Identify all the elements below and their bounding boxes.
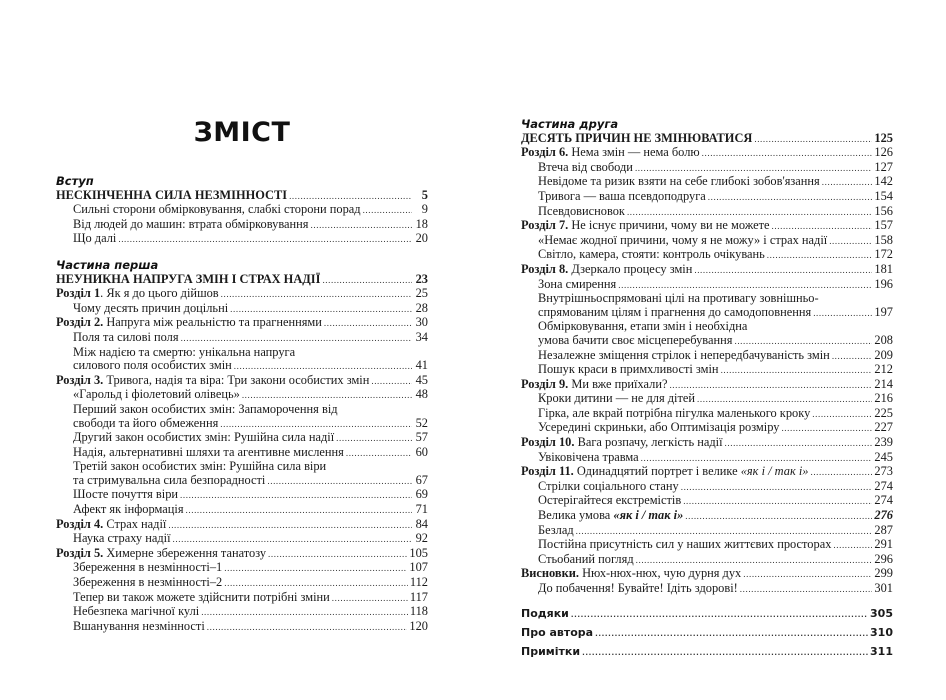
toc-entry[interactable]: Стьобаний погляд ..... 296 — [521, 553, 893, 568]
page-number: 225 — [874, 405, 893, 420]
page-number: 112 — [409, 575, 428, 590]
toc-entry-multiline[interactable]: Внутрішньоспрямовані цілі на противагу зовнішньо- спрямованим цілям і прагнення до самодоповнення ..... 197 — [521, 292, 893, 320]
part-heading-part-one: Частина перша — [56, 257, 159, 272]
chapter-label: Розділ 11. — [521, 464, 574, 479]
toc-entry[interactable]: Збереження в незмінності–2 ..... 112 — [56, 576, 428, 591]
page-number: 273 — [874, 464, 893, 479]
page-number: 57 — [415, 430, 428, 445]
toc-entry[interactable]: Безлад ..... 287 — [521, 524, 893, 539]
toc-entry[interactable]: Тепер ви також можете здійснити потрібні зміни ..... 117 — [56, 591, 428, 606]
page-number: 158 — [874, 232, 893, 247]
page-number: 227 — [874, 420, 893, 435]
toc-entry-notes[interactable]: Примітки ..... 311 — [521, 643, 893, 662]
toc-entry[interactable]: Псевдовисновок ..... 156 — [521, 205, 893, 220]
page-number: 287 — [874, 522, 893, 537]
page-number: 197 — [874, 304, 893, 319]
page-number: 60 — [415, 444, 428, 459]
toc-entry-acknowledgements[interactable]: Подяки ..... 305 — [521, 605, 893, 624]
page-number: 274 — [874, 493, 893, 508]
toc-entry-part-title[interactable]: НЕСКІНЧЕННА СИЛА НЕЗМІННОСТІ ..... 5 — [56, 189, 428, 204]
page-number: 154 — [874, 188, 893, 203]
toc-entry-chapter[interactable]: Розділ 4. Страх надії ..... 84 — [56, 518, 428, 533]
page-number: 245 — [874, 449, 893, 464]
page-number: 71 — [415, 502, 428, 517]
toc-entry[interactable]: Тривога — ваша псевдоподруга ..... 154 — [521, 190, 893, 205]
chapter-label: Розділ 3. — [56, 372, 104, 387]
toc-entry[interactable]: Кроки дитини — не для дітей ..... 216 — [521, 392, 893, 407]
page-number: 52 — [415, 415, 428, 430]
toc-entry-part-title[interactable]: НЕУНИКНА НАПРУГА ЗМІН І СТРАХ НАДІЇ ..... 23 — [56, 273, 428, 288]
page-number: 291 — [874, 537, 893, 552]
page-number: 25 — [415, 286, 428, 301]
page-number: 5 — [421, 187, 428, 202]
page-number: 239 — [874, 435, 893, 450]
page-number: 84 — [415, 516, 428, 531]
page-number: 296 — [874, 551, 893, 566]
chapter-label: Розділ 10. — [521, 435, 575, 450]
page-number: 67 — [415, 472, 428, 487]
page-number: 118 — [409, 604, 428, 619]
part-heading-part-two: Частина друга — [521, 117, 619, 131]
page-number: 214 — [874, 376, 893, 391]
toc-entry-chapter[interactable]: Розділ 9. Ми вже приїхали? ..... 214 — [521, 378, 893, 393]
toc-entry[interactable]: Зона смирення ..... 196 — [521, 278, 893, 293]
page-number: 156 — [874, 203, 893, 218]
toc-entry[interactable]: «Гарольд і фіолетовий олівець» ..... 48 — [56, 388, 428, 403]
page-number: 274 — [874, 478, 893, 493]
page-number: 311 — [870, 644, 893, 658]
page-title: ЗМІСТ — [193, 117, 291, 148]
page-number: 45 — [415, 372, 428, 387]
toc-entry[interactable]: Наука страху надії ..... 92 — [56, 532, 428, 547]
toc-entry-chapter[interactable]: Розділ 11. Одинадцятий портрет і велике «як і / так і» ..... 273 — [521, 465, 893, 480]
toc-entry[interactable]: Чому десять причин доцільні ..... 28 — [56, 302, 428, 317]
page-number: 41 — [415, 358, 428, 373]
toc-entry[interactable]: До побачення! Бувайте! Ідіть здорові! ..... 301 — [521, 582, 893, 597]
toc-entry[interactable]: Вшанування незмінності ..... 120 — [56, 620, 428, 635]
toc-entry[interactable]: Втеча від свободи ..... 127 — [521, 161, 893, 176]
page-number: 69 — [415, 487, 428, 502]
toc-left-column — [56, 118, 428, 634]
page-number: 20 — [415, 231, 428, 246]
toc-entry-chapter[interactable]: Розділ 7. Не існує причини, чому ви не можете ..... 157 — [521, 219, 893, 234]
page-number: 107 — [409, 560, 428, 575]
toc-entry[interactable]: Небезпека магічної кулі ..... 118 — [56, 605, 428, 620]
toc-entry[interactable]: Увіковічена травма ..... 245 — [521, 451, 893, 466]
page-number: 157 — [874, 218, 893, 233]
toc-entry[interactable]: Другий закон особистих змін: Рушійна сила надії ..... 57 — [56, 431, 428, 446]
chapter-label: Розділ 1 — [56, 286, 101, 301]
page-number: 172 — [874, 247, 893, 262]
page-number: 23 — [415, 271, 428, 286]
page-number: 30 — [415, 315, 428, 330]
toc-entry-about-author[interactable]: Про автора ..... 310 — [521, 624, 893, 643]
page-number: 92 — [415, 531, 428, 546]
page-number: 301 — [874, 581, 893, 595]
toc-entry-chapter[interactable]: Розділ 10. Вага розпачу, легкість надії ..... 239 — [521, 436, 893, 451]
toc-entry-multiline[interactable]: Обмірковування, етапи змін і необхідна умова бачити своє місцеперебування ..... 208 — [521, 320, 893, 348]
page-number: 305 — [870, 606, 893, 620]
chapter-label: Розділ 2. — [56, 315, 104, 330]
toc-backmatter — [521, 605, 893, 662]
toc-entry[interactable]: Пошук краси в примхливості змін ..... 212 — [521, 363, 893, 378]
toc-entry[interactable]: Шосте почуття віри ..... 69 — [56, 488, 428, 503]
page-number: 9 — [421, 202, 428, 217]
toc-entry[interactable]: «Немає жодної причини, чому я не можу» і страх надії ..... 158 — [521, 234, 893, 249]
toc-right-column — [521, 118, 893, 662]
chapter-label: Розділ 9. — [521, 376, 569, 391]
page-number: 276 — [874, 508, 893, 523]
page-number: 126 — [874, 145, 893, 160]
chapter-label: Розділ 4. — [56, 516, 104, 531]
chapter-label: Висновки. — [521, 566, 579, 581]
toc-entry-chapter[interactable]: Розділ 3. Тривога, надія та віра: Три закони особистих змін ..... 45 — [56, 374, 428, 389]
toc-entry-chapter[interactable]: Розділ 8. Дзеркало процесу змін ..... 181 — [521, 263, 893, 278]
page-number: 18 — [415, 216, 428, 231]
toc-entry[interactable]: Збереження в незмінності–1 ..... 107 — [56, 561, 428, 576]
toc-entry[interactable]: Від людей до машин: втрата обмірковування ..... 18 — [56, 218, 428, 233]
toc-entry[interactable]: Усередині скриньки, або Оптимізація розміру ..... 227 — [521, 421, 893, 436]
toc-entry[interactable]: Стрілки соціального стану ..... 274 — [521, 480, 893, 495]
toc-entry-multiline[interactable]: Третій закон особистих змін: Рушійна сила віри та стримувальна сила безпорадності ..... 67 — [56, 460, 428, 488]
page-number: 127 — [874, 159, 893, 174]
toc-entry[interactable]: Світло, камера, стояти: контроль очікувань ..... 172 — [521, 248, 893, 263]
toc-entry[interactable]: Афект як інформація ..... 71 — [56, 503, 428, 518]
page-number: 105 — [409, 545, 428, 560]
toc-entry[interactable]: Надія, альтернативні шляхи та агентивне мислення ..... 60 — [56, 446, 428, 461]
page-number: 212 — [874, 362, 893, 377]
page-number: 299 — [874, 566, 893, 581]
page-number: 196 — [874, 276, 893, 291]
page-number: 142 — [874, 174, 893, 189]
page-number: 208 — [874, 332, 893, 347]
toc-entry-chapter[interactable]: Розділ 6. Нема змін — нема болю ..... 126 — [521, 146, 893, 161]
page-number: 216 — [874, 391, 893, 406]
toc-entry-part-title[interactable]: ДЕСЯТЬ ПРИЧИН НЕ ЗМІНЮВАТИСЯ ..... 125 — [521, 132, 893, 147]
toc-entry[interactable]: Велика умова «як і / так і» ..... 276 — [521, 509, 893, 524]
toc-entry-chapter[interactable]: Розділ 2. Напруга між реальністю та прагненнями ..... 30 — [56, 316, 428, 331]
page-number: 209 — [874, 347, 893, 362]
page-number: 117 — [409, 589, 428, 604]
toc-entry-chapter[interactable]: Розділ 5. Химерне збереження танатозу ..... 105 — [56, 547, 428, 562]
page-number: 48 — [415, 387, 428, 402]
toc-entry[interactable]: Постійна присутність сил у наших життєвих просторах ..... 291 — [521, 538, 893, 553]
toc-entry[interactable]: Невідоме та ризик взяти на себе глибокі зобов'язання ..... 142 — [521, 175, 893, 190]
toc-entry[interactable]: Поля та силові поля ..... 34 — [56, 331, 428, 346]
page-number: 125 — [874, 130, 893, 145]
page-number: 310 — [870, 625, 893, 639]
part-heading-intro: Вступ — [56, 174, 94, 188]
chapter-label: Розділ 8. — [521, 261, 569, 276]
chapter-label: Розділ 7. — [521, 218, 569, 233]
page-number: 28 — [415, 300, 428, 315]
page-number: 181 — [874, 261, 893, 276]
toc-entry-chapter[interactable]: Розділ 1. Як я до цього дійшов ..... 25 — [56, 287, 428, 302]
toc-entry[interactable]: Сильні сторони обмірковування, слабкі сторони порад ..... 9 — [56, 203, 428, 218]
toc-entry-multiline[interactable]: Перший закон особистих змін: Запаморочення від свободи та його обмеження ..... 52 — [56, 403, 428, 431]
toc-entry[interactable]: Гірка, але вкрай потрібна пігулка маленького кроку ..... 225 — [521, 407, 893, 422]
toc-entry-conclusion[interactable]: Висновки. Нюх-нюх-нюх, чую дурня дух ..... 299 — [521, 567, 893, 582]
chapter-label: Розділ 5. — [56, 545, 104, 560]
toc-entry[interactable]: Незалежне зміщення стрілок і непередбачуваність змін ..... 209 — [521, 349, 893, 364]
page-number: 34 — [415, 329, 428, 344]
page-number: 120 — [409, 618, 428, 633]
toc-entry[interactable]: Остерігайтеся екстремістів ..... 274 — [521, 494, 893, 509]
toc-entry[interactable]: Що далі ..... 20 — [56, 232, 428, 247]
chapter-label: Розділ 6. — [521, 145, 569, 160]
toc-entry-multiline[interactable]: Між надією та смертю: унікальна напруга силового поля особистих змін ..... 41 — [56, 346, 428, 374]
